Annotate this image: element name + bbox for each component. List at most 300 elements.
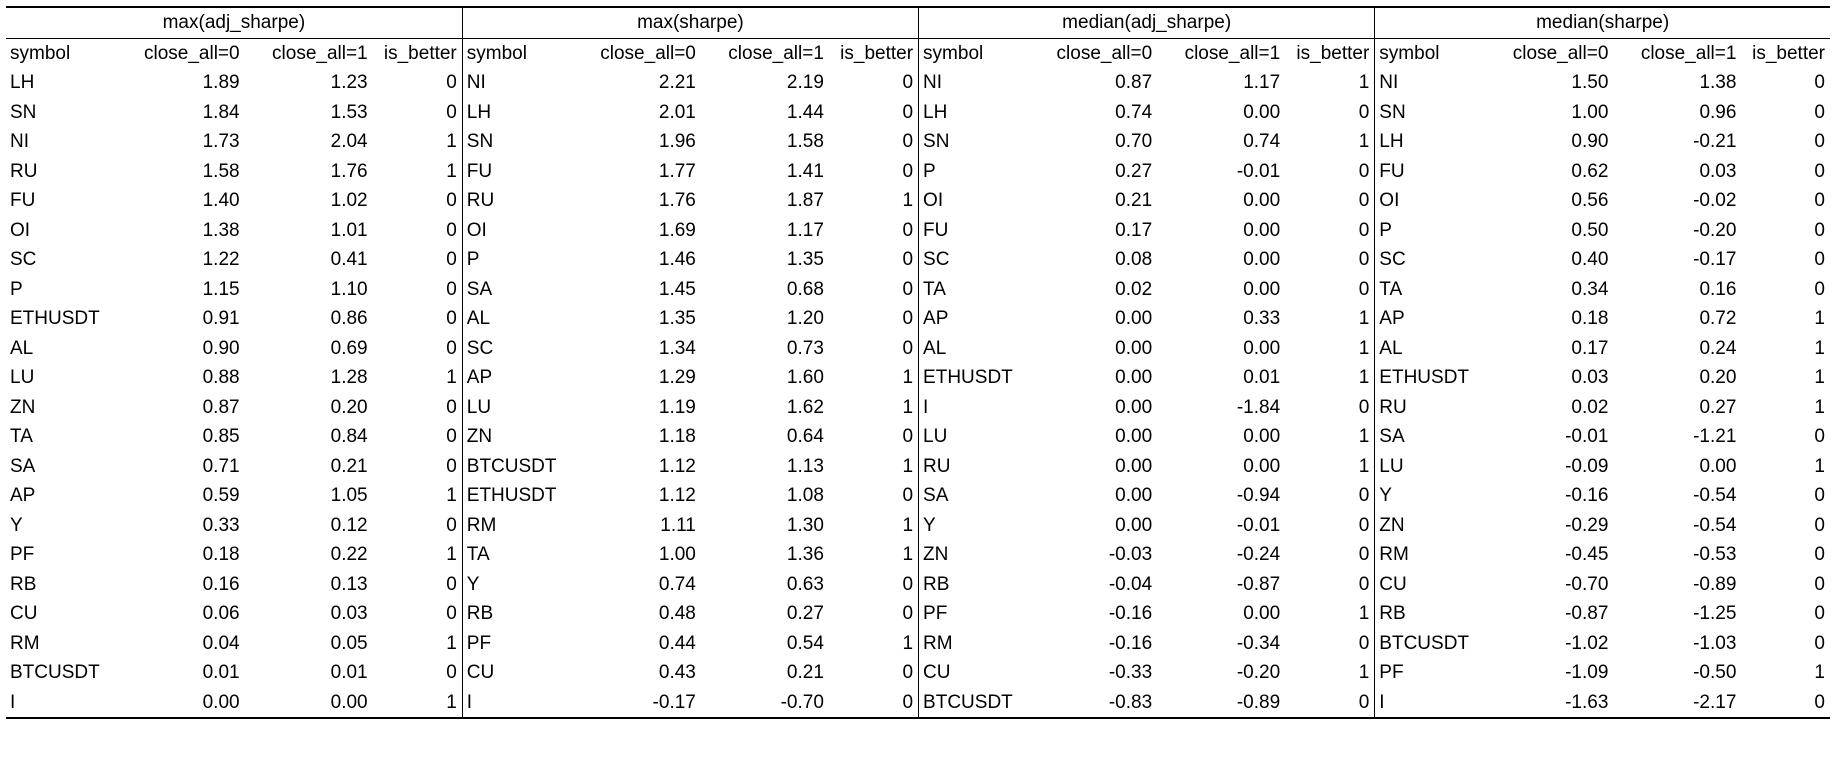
value-cell: -0.70 [701,688,829,719]
value-cell: -0.24 [1236,544,1281,565]
value-cell: 1 [373,157,463,187]
symbol-cell: LH [10,72,35,93]
value-cell: 1.35 [658,308,696,329]
value-cell: 1.38 [1699,72,1737,93]
group-title: median(adj_sharpe) [919,7,1375,38]
value-cell: 1 [1814,662,1825,683]
value-cell: -0.16 [1108,603,1153,624]
table-row [6,157,1830,187]
value-cell: 0.01 [202,662,240,683]
symbol-cell: BTCUSDT [1379,632,1470,654]
value-cell: 0 [373,245,463,275]
value-cell: 1 [373,481,463,511]
value-cell: 0.85 [202,426,240,447]
value-cell: -0.34 [1236,632,1281,654]
value-cell: 1.58 [202,160,240,182]
value-cell: 0.00 [1115,367,1153,388]
value-cell: 2.04 [330,131,368,152]
table-row [6,98,1830,128]
value-cell: 1 [1814,455,1825,477]
value-cell: 0.84 [330,426,368,447]
symbol-cell: ZN [10,396,36,418]
symbol-cell: SN [923,131,950,152]
symbol-cell: TA [923,278,946,300]
value-cell: 0.22 [330,544,368,565]
value-cell: -0.94 [1236,485,1281,506]
value-cell: 0.02 [1115,278,1153,300]
value-cell: 0 [373,511,463,541]
column-header: close_all=1 [728,42,824,64]
table-row [6,511,1830,541]
value-cell: 0 [1814,131,1825,152]
symbol-cell: P [1379,219,1392,241]
value-cell: 0.17 [1571,337,1609,359]
value-cell: 1.45 [658,278,696,300]
value-cell: -0.04 [1108,573,1153,595]
value-cell: 0.68 [786,278,824,300]
symbol-cell: CU [1379,573,1407,595]
value-cell: 0.21 [786,662,824,683]
value-cell: -0.20 [1693,219,1737,241]
value-cell: -0.17 [565,688,701,719]
value-cell: 0 [1814,514,1825,536]
value-cell: 0.00 [1699,455,1737,477]
symbol-cell: SN [10,101,37,123]
value-cell: 0.03 [330,603,368,624]
value-cell: 2.01 [658,101,696,123]
value-cell: 0 [373,98,463,128]
column-header: close_all=1 [1184,42,1281,64]
value-cell: 0.16 [202,573,240,595]
column-header: symbol [466,42,527,64]
symbol-cell: LH [923,101,948,123]
value-cell: 0 [1814,573,1825,595]
value-cell: 0 [1814,101,1825,123]
value-cell: 1.11 [660,514,696,536]
value-cell: 1.18 [658,426,696,447]
value-cell: -0.29 [1565,514,1609,536]
symbol-cell: Y [10,514,23,536]
symbol-cell: BTCUSDT [10,662,100,683]
value-cell: 1.20 [786,308,824,329]
symbol-cell: SA [10,455,36,477]
value-cell: -1.21 [1693,426,1737,447]
value-cell: 0.04 [202,632,240,654]
value-cell: -0.02 [1693,190,1737,211]
value-cell: 1.44 [786,101,824,123]
value-cell: 1.50 [1571,72,1609,93]
value-cell: 0 [373,599,463,629]
value-cell: 1.17 [1243,72,1281,93]
value-cell: 0.16 [1699,278,1737,300]
value-cell: 1 [1285,658,1375,688]
symbol-cell: NI [466,72,486,93]
value-cell: 1 [829,629,919,659]
value-cell: 0.27 [1115,160,1153,182]
value-cell: 0.00 [1115,426,1153,447]
value-cell: 1 [373,363,463,393]
symbol-cell: OI [10,219,31,241]
symbol-cell: I [923,396,929,418]
value-cell: 0.01 [1243,367,1281,388]
value-cell: 0.00 [1243,249,1281,270]
value-cell: 0 [1814,603,1825,624]
symbol-cell: ZN [466,426,493,447]
value-cell: 0.20 [330,396,368,418]
value-cell: 1.15 [202,278,240,300]
symbol-cell: OI [923,190,944,211]
symbol-cell: RU [10,160,38,182]
value-cell: 0 [829,570,919,600]
value-cell: 0.27 [1699,396,1737,418]
symbol-cell: AP [10,485,36,506]
value-cell: 0.00 [1115,455,1153,477]
value-cell: 0.50 [1571,219,1609,241]
value-cell: 0.33 [202,514,240,536]
value-cell: 0.18 [202,544,240,565]
value-cell: 1 [373,629,463,659]
value-cell: 1 [373,540,463,570]
value-cell: 0.40 [1571,249,1609,270]
value-cell: 0.59 [202,485,240,506]
symbol-cell: SN [466,131,494,152]
symbol-cell: P [10,278,23,300]
value-cell: 0.01 [330,662,368,683]
value-cell: 0.64 [786,426,824,447]
symbol-cell: LH [466,101,492,123]
value-cell: 0 [1814,249,1825,270]
value-cell: 0 [373,334,463,364]
symbol-cell: CU [923,662,951,683]
symbol-cell: RB [1379,603,1406,624]
column-header: is_better [373,38,463,68]
symbol-cell: AL [466,308,491,329]
value-cell: 1 [1814,337,1825,359]
value-cell: 0 [1285,245,1375,275]
symbol-cell: P [466,249,480,270]
value-cell: 1.23 [330,72,368,93]
value-cell: 0.00 [1115,308,1153,329]
symbol-cell: PF [1379,662,1404,683]
symbol-cell: P [923,160,936,182]
value-cell: 1 [1285,334,1375,364]
value-cell: 1.76 [658,190,696,211]
value-cell: -0.54 [1693,514,1737,536]
value-cell: -0.21 [1693,131,1737,152]
symbol-cell: I [462,688,564,719]
value-cell: 1 [829,452,919,482]
value-cell: 1.62 [786,396,824,418]
value-cell: 0 [1814,190,1825,211]
value-cell: 0 [829,599,919,629]
value-cell: 1 [373,127,463,157]
value-cell: -1.63 [1477,688,1613,719]
value-cell: -0.16 [1108,632,1153,654]
value-cell: 0 [1814,219,1825,241]
symbol-cell: LU [1379,455,1404,477]
value-cell: 0.18 [1571,308,1609,329]
value-cell: 0.72 [1699,308,1737,329]
value-cell: 0.62 [1571,160,1609,182]
symbol-cell: RB [466,603,494,624]
value-cell: 0 [373,452,463,482]
value-cell: -1.25 [1693,603,1737,624]
value-cell: -0.54 [1693,485,1737,506]
symbol-cell: RU [466,190,495,211]
value-cell: -2.17 [1613,688,1741,719]
group-title: max(adj_sharpe) [6,7,462,38]
value-cell: -0.16 [1565,485,1609,506]
value-cell: 0 [1814,72,1825,93]
value-cell: 1.30 [786,514,824,536]
value-cell: 0.74 [1115,101,1153,123]
value-cell: 1.36 [786,544,824,565]
value-cell: 0.88 [202,367,240,388]
value-cell: 0 [1285,481,1375,511]
value-cell: 0.00 [108,688,244,719]
value-cell: 0.74 [658,573,696,595]
value-cell: 1 [829,540,919,570]
value-cell: 1.22 [202,249,240,270]
value-cell: -1.02 [1565,632,1609,654]
value-cell: 0 [1814,426,1825,447]
value-cell: 0 [829,216,919,246]
value-cell: 1 [373,688,463,719]
value-cell: -0.45 [1565,544,1609,565]
symbol-cell: LU [10,367,35,388]
value-cell: 0 [373,304,463,334]
value-cell: 0.00 [245,688,373,719]
value-cell: 0.90 [1571,131,1609,152]
value-cell: -1.84 [1236,396,1281,418]
value-cell: 0 [373,393,463,423]
value-cell: 0 [1285,393,1375,423]
value-cell: 1.00 [1571,101,1609,123]
value-cell: 0 [1285,688,1375,719]
value-cell: 0 [829,127,919,157]
value-cell: 0.03 [1571,367,1609,388]
value-cell: -0.01 [1236,160,1281,182]
table-row [6,68,1830,98]
value-cell: 0.20 [1699,367,1737,388]
value-cell: 1.41 [786,160,824,182]
symbol-cell: AL [1379,337,1403,359]
table-row [6,452,1830,482]
table-row [6,334,1830,364]
table-body [6,68,1830,718]
value-cell: 1 [829,363,919,393]
value-cell: 1.73 [202,131,240,152]
value-cell: 0.34 [1571,278,1609,300]
value-cell: 1.35 [786,249,824,270]
table-row [6,216,1830,246]
value-cell: 0 [1285,540,1375,570]
column-header: close_all=1 [272,42,368,64]
value-cell: 0.21 [330,455,368,477]
column-header: close_all=0 [600,42,696,64]
symbol-cell: RM [1379,544,1409,565]
column-header: is_better [829,38,919,68]
column-header: close_all=0 [1056,42,1153,64]
table-row [6,186,1830,216]
symbol-cell: FU [466,160,493,182]
symbol-cell: PF [10,544,35,565]
value-cell: 0 [829,658,919,688]
value-cell: 0.69 [330,337,368,359]
value-cell: 1 [1285,599,1375,629]
value-cell: 0 [829,422,919,452]
symbol-cell: SA [466,278,493,300]
value-cell: 1.05 [330,485,368,506]
symbol-cell: ZN [923,544,949,565]
value-cell: 0 [1285,570,1375,600]
value-cell: 1.01 [330,219,368,241]
value-cell: 1.34 [658,337,696,359]
symbol-cell: ETHUSDT [923,367,1013,388]
value-cell: 0.96 [1699,101,1737,123]
symbol-cell: PF [923,603,948,624]
value-cell: 1.96 [658,131,696,152]
value-cell: 0.00 [1115,514,1153,536]
comparison-table [6,6,1830,719]
value-cell: 0.24 [1699,337,1737,359]
value-cell: 0.00 [1243,101,1281,123]
symbol-cell: Y [466,573,480,595]
value-cell: 0 [1285,216,1375,246]
value-cell: 0.56 [1571,190,1609,211]
symbol-cell: SA [1379,426,1405,447]
symbol-cell: SC [10,249,37,270]
value-cell: 0.17 [1115,219,1153,241]
symbol-cell: NI [10,131,29,152]
symbol-cell: RU [1379,396,1407,418]
value-cell: 1 [829,186,919,216]
value-cell: 0 [1814,632,1825,654]
value-cell: 2.19 [786,72,824,93]
value-cell: 0 [829,334,919,364]
value-cell: 0 [829,68,919,98]
value-cell: 1.12 [658,485,696,506]
value-cell: 1.77 [658,160,696,182]
value-cell: 0.00 [1115,396,1153,418]
value-cell: 0 [1285,629,1375,659]
symbol-cell: AL [10,337,34,359]
symbol-cell: NI [923,72,943,93]
table-row [6,245,1830,275]
value-cell: -1.03 [1693,632,1737,654]
value-cell: 0.00 [1243,455,1281,477]
symbol-cell: Y [1379,485,1392,506]
table-row [6,127,1830,157]
value-cell: 0 [1814,544,1825,565]
value-cell: -0.17 [1693,249,1737,270]
value-cell: -0.87 [1565,603,1609,624]
symbol-cell: FU [923,219,949,241]
value-cell: 0 [829,304,919,334]
value-cell: 1 [829,511,919,541]
symbol-cell: FU [10,190,36,211]
value-cell: 0.27 [786,603,824,624]
table-row [6,275,1830,305]
symbol-cell: BTCUSDT [466,455,557,477]
value-cell: 1 [1285,68,1375,98]
column-header: symbol [1379,42,1440,64]
value-cell: 0 [373,422,463,452]
value-cell: 0 [373,658,463,688]
value-cell: 0 [373,216,463,246]
value-cell: 0.00 [1243,337,1281,359]
value-cell: 1.28 [330,367,368,388]
value-cell: -0.03 [1108,544,1153,565]
symbol-cell: SN [1379,101,1406,123]
group-title: median(sharpe) [1375,7,1830,38]
value-cell: 0 [1285,275,1375,305]
value-cell: 1.76 [330,160,368,182]
value-cell: 0 [829,688,919,719]
column-header: symbol [10,42,71,64]
value-cell: 1.12 [658,455,696,477]
value-cell: 1.60 [786,367,824,388]
value-cell: 0.71 [202,455,240,477]
value-cell: -0.01 [1565,426,1609,447]
symbol-cell: SC [466,337,494,359]
value-cell: 0.05 [330,632,368,654]
value-cell: -0.89 [1693,573,1737,595]
value-cell: 0 [1285,157,1375,187]
value-cell: 0.33 [1243,308,1281,329]
symbol-cell: OI [466,219,487,241]
value-cell: 0.91 [202,308,240,329]
symbol-cell: OI [1379,190,1400,211]
value-cell: 0.02 [1571,396,1609,418]
value-cell: 1.58 [786,131,824,152]
symbol-cell: I [6,688,108,719]
symbol-cell: AP [466,367,493,388]
value-cell: 0 [1814,485,1825,506]
symbol-cell: TA [466,544,490,565]
symbol-cell: RB [923,573,950,595]
table-row [6,363,1830,393]
value-cell: -0.09 [1565,455,1609,477]
table-row [6,688,1830,719]
symbol-cell: LH [1379,131,1404,152]
symbol-cell: ZN [1379,514,1405,536]
symbol-cell: LU [466,396,492,418]
value-cell: 0.06 [202,603,240,624]
symbol-cell: BTCUSDT [919,688,1021,719]
symbol-cell: RU [923,455,951,477]
value-cell: 0 [373,186,463,216]
value-cell: 1 [1285,127,1375,157]
symbol-cell: Y [923,514,936,536]
value-cell: -0.83 [1021,688,1157,719]
value-cell: 0.87 [202,396,240,418]
value-cell: 1.84 [202,101,240,123]
value-cell: -0.50 [1693,662,1737,683]
value-cell: 0.08 [1115,249,1153,270]
symbol-cell: PF [466,632,492,654]
group-title: max(sharpe) [462,7,918,38]
value-cell: 0.90 [202,337,240,359]
value-cell: 0 [373,275,463,305]
value-cell: -0.20 [1236,662,1281,683]
value-cell: 0.73 [786,337,824,359]
symbol-cell: LU [923,426,948,447]
symbol-cell: RB [10,573,37,595]
table-row [6,570,1830,600]
symbol-cell: RM [923,632,953,654]
group-header-row [6,7,1830,38]
